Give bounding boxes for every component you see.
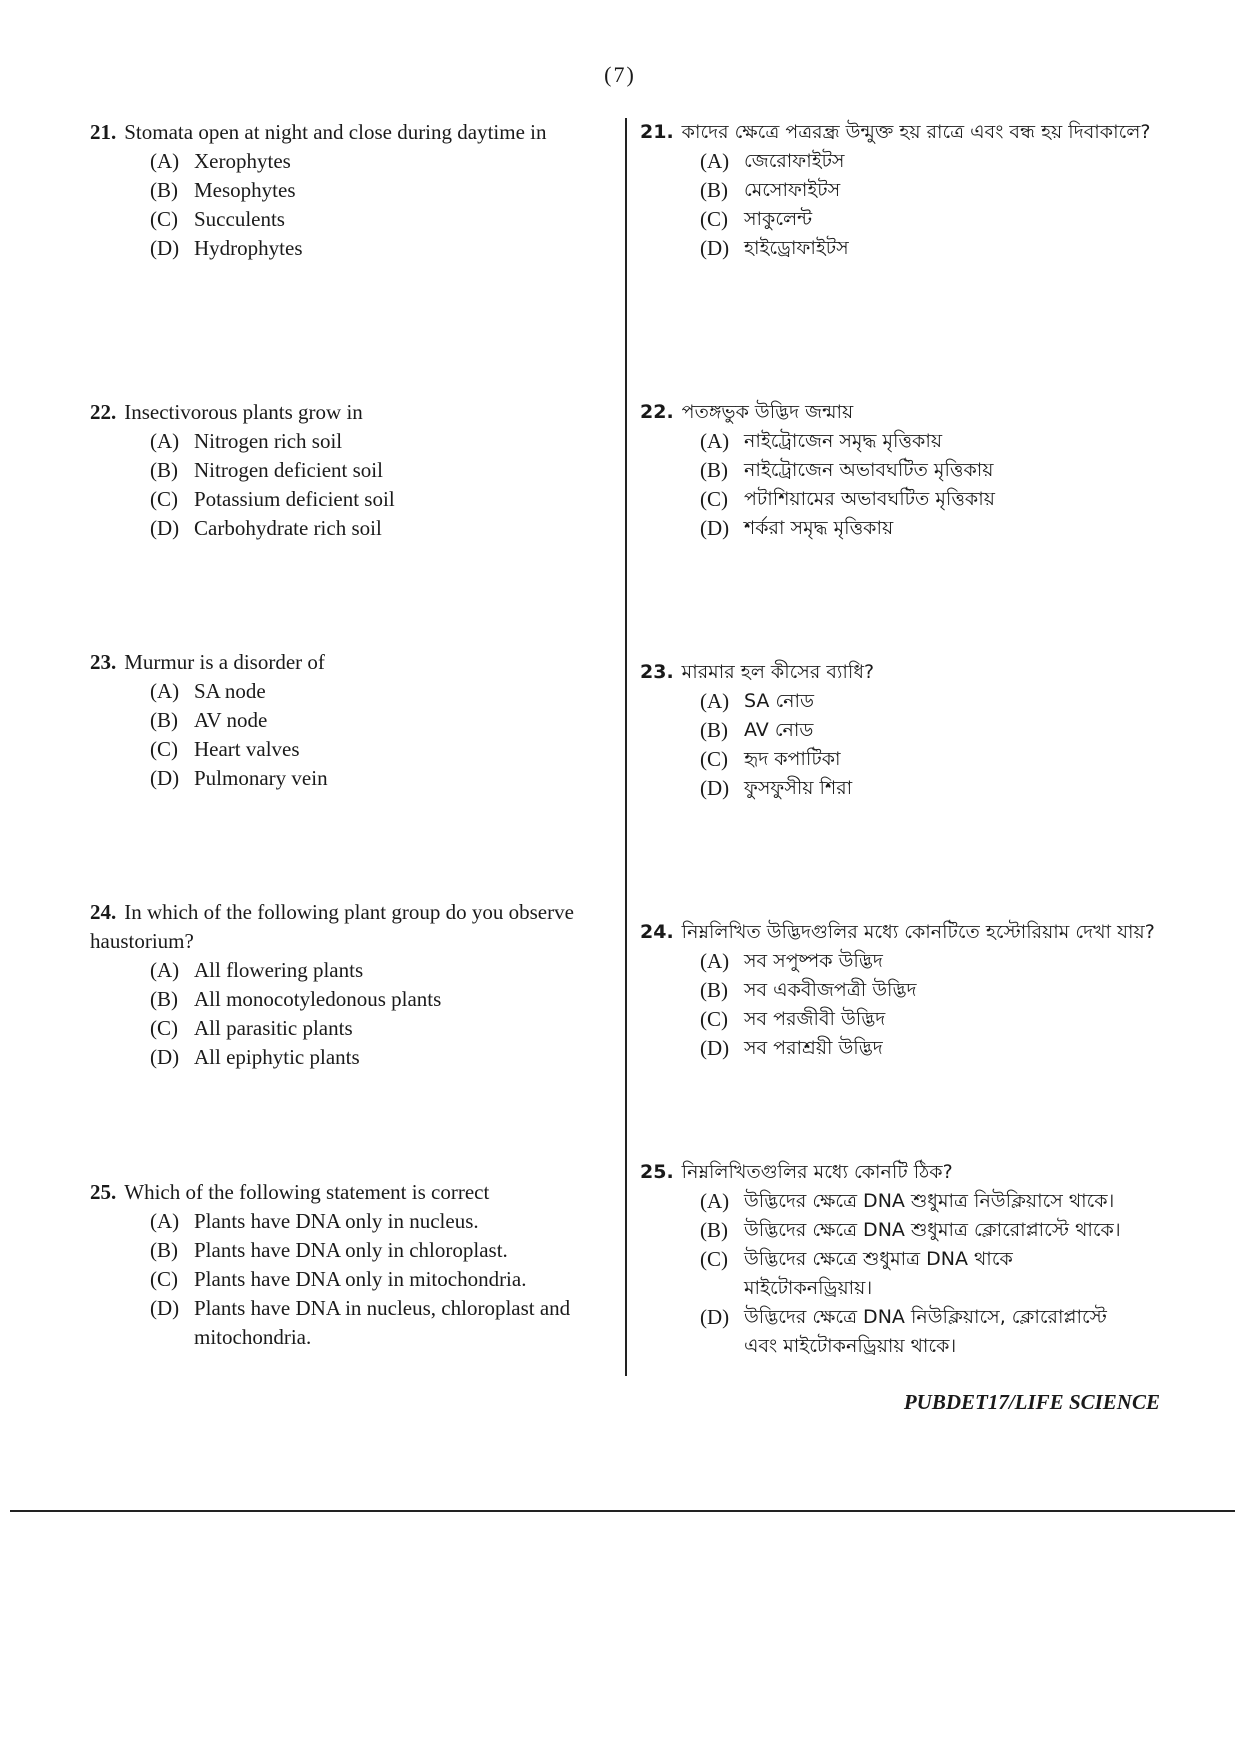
question-number: 25. xyxy=(640,1161,674,1183)
option-text: সব পরাশ্রয়ী উদ্ভিদ xyxy=(744,1037,883,1059)
option-label: (A) xyxy=(150,958,180,982)
option-label: (C) xyxy=(150,737,178,761)
question-stem xyxy=(640,658,1160,687)
question-number: 24. xyxy=(90,900,117,924)
option-text: AV node xyxy=(194,708,268,732)
question-text: Which of the following statement is correct xyxy=(124,1180,490,1204)
option-label: (C) xyxy=(150,1267,178,1291)
option-d xyxy=(150,1043,600,1072)
option-c xyxy=(700,1005,1160,1034)
option-label: (B) xyxy=(700,978,728,1002)
option-label: (B) xyxy=(700,458,728,482)
option-label: (A) xyxy=(700,689,730,713)
question-number: 23. xyxy=(640,661,674,683)
option-d xyxy=(700,234,1160,263)
question-25-en xyxy=(90,1178,600,1352)
option-text: Xerophytes xyxy=(194,149,291,173)
option-d xyxy=(700,1034,1160,1063)
option-label: (B) xyxy=(150,1238,178,1262)
question-21-en xyxy=(90,118,600,263)
option-a xyxy=(150,147,600,176)
option-label: (D) xyxy=(150,236,180,260)
option-label: (C) xyxy=(150,207,178,231)
option-text: নাইট্রোজেন অভাবঘটিত মৃত্তিকায় xyxy=(744,459,994,481)
question-text: Stomata open at night and close during daytime in xyxy=(124,120,547,144)
option-text: পটাশিয়ামের অভাবঘটিত মৃত্তিকায় xyxy=(744,488,995,510)
question-stem xyxy=(640,1158,1160,1187)
option-text: Nitrogen deficient soil xyxy=(194,458,383,482)
option-label: (A) xyxy=(150,679,180,703)
question-number: 22. xyxy=(90,400,117,424)
option-text: ফুসফুসীয় শিরা xyxy=(744,777,853,799)
bottom-rule xyxy=(10,1510,1235,1512)
option-a xyxy=(150,427,600,456)
option-text: All epiphytic plants xyxy=(194,1045,360,1069)
option-b xyxy=(700,716,1160,745)
option-a xyxy=(150,677,600,706)
option-text: জেরোফাইটস xyxy=(744,150,845,172)
option-text: হৃদ কপাটিকা xyxy=(744,748,841,770)
option-text: Mesophytes xyxy=(194,178,296,202)
option-text: Plants have DNA only in nucleus. xyxy=(194,1209,479,1233)
option-a xyxy=(700,687,1160,716)
page-number: (7) xyxy=(604,62,636,87)
question-text: নিম্নলিখিত উদ্ভিদগুলির মধ্যে কোনটিতে হস্টোরিয়াম দেখা যায়? xyxy=(681,921,1155,943)
option-text: All monocotyledonous plants xyxy=(194,987,442,1011)
option-label: (B) xyxy=(150,708,178,732)
question-number: 22. xyxy=(640,401,674,423)
option-b xyxy=(150,176,600,205)
option-label: (A) xyxy=(150,1209,180,1233)
option-c xyxy=(150,1265,600,1294)
question-21-bn xyxy=(640,118,1160,263)
option-d xyxy=(150,1294,600,1352)
option-a xyxy=(700,147,1160,176)
option-label: (C) xyxy=(700,747,728,771)
option-a xyxy=(150,956,600,985)
option-a xyxy=(700,427,1160,456)
option-text: সব একবীজপত্রী উদ্ভিদ xyxy=(744,979,917,1001)
option-b xyxy=(150,985,600,1014)
question-stem xyxy=(90,898,600,956)
option-text: AV নোড xyxy=(744,719,814,741)
option-c xyxy=(150,735,600,764)
question-25-bn xyxy=(640,1158,1160,1361)
option-text: All parasitic plants xyxy=(194,1016,353,1040)
option-label: (D) xyxy=(700,1305,730,1329)
question-text: পতঙ্গভুক উদ্ভিদ জন্মায় xyxy=(681,401,854,423)
option-c xyxy=(700,745,1160,774)
option-text: সব সপুষ্পক উদ্ভিদ xyxy=(744,950,883,972)
option-label: (D) xyxy=(700,236,730,260)
option-label: (A) xyxy=(700,949,730,973)
question-text: Insectivorous plants grow in xyxy=(124,400,363,424)
option-b xyxy=(700,976,1160,1005)
column-divider xyxy=(625,118,627,1376)
option-b xyxy=(700,456,1160,485)
question-number: 23. xyxy=(90,650,117,674)
option-b xyxy=(700,176,1160,205)
option-label: (A) xyxy=(150,429,180,453)
option-text: Potassium deficient soil xyxy=(194,487,395,511)
question-text: Murmur is a disorder of xyxy=(124,650,325,674)
option-d xyxy=(700,1303,1160,1361)
option-text: Nitrogen rich soil xyxy=(194,429,343,453)
question-text: মারমার হল কীসের ব্যাধি? xyxy=(681,661,875,683)
option-text: উদ্ভিদের ক্ষেত্রে শুধুমাত্র DNA থাকে মাইটোকনড্রিয়ায়। xyxy=(744,1248,1013,1299)
question-22-en xyxy=(90,398,600,543)
option-text: উদ্ভিদের ক্ষেত্রে DNA শুধুমাত্র ক্লোরোপ্লাস্টে থাকে। xyxy=(744,1219,1121,1241)
question-23-bn xyxy=(640,658,1160,803)
question-text: নিম্নলিখিতগুলির মধ্যে কোনটি ঠিক? xyxy=(681,1161,953,1183)
option-b xyxy=(150,706,600,735)
option-label: (C) xyxy=(700,1007,728,1031)
option-c xyxy=(150,205,600,234)
question-stem xyxy=(90,398,600,427)
option-label: (B) xyxy=(150,178,178,202)
option-text: Plants have DNA only in chloroplast. xyxy=(194,1238,508,1262)
option-label: (A) xyxy=(700,429,730,453)
option-label: (D) xyxy=(150,1296,180,1320)
option-text: Plants have DNA only in mitochondria. xyxy=(194,1267,527,1291)
option-d xyxy=(150,234,600,263)
question-stem xyxy=(640,398,1160,427)
option-label: (B) xyxy=(150,987,178,1011)
question-number: 21. xyxy=(640,121,674,143)
question-stem xyxy=(90,648,600,677)
question-24-bn xyxy=(640,918,1160,1063)
question-text: In which of the following plant group do you observe haustorium? xyxy=(90,900,574,953)
question-text: কাদের ক্ষেত্রে পত্ররন্ধ্র উন্মুক্ত হয় রাত্রে এবং বন্ধ হয় দিবাকালে? xyxy=(681,121,1151,143)
paper-code: PUBDET17/LIFE SCIENCE xyxy=(903,1390,1160,1414)
option-d xyxy=(700,514,1160,543)
option-text: Pulmonary vein xyxy=(194,766,328,790)
option-d xyxy=(700,774,1160,803)
option-label: (C) xyxy=(700,207,728,231)
question-number: 24. xyxy=(640,921,674,943)
option-text: Carbohydrate rich soil xyxy=(194,516,382,540)
option-text: নাইট্রোজেন সমৃদ্ধ মৃত্তিকায় xyxy=(744,430,943,452)
option-text: Succulents xyxy=(194,207,285,231)
option-text: Plants have DNA in nucleus, chloroplast and mitochondria. xyxy=(194,1296,571,1349)
question-22-bn xyxy=(640,398,1160,543)
option-c xyxy=(700,485,1160,514)
question-stem xyxy=(90,1178,600,1207)
option-text: উদ্ভিদের ক্ষেত্রে DNA নিউক্লিয়াসে, ক্লোরোপ্লাস্টে এবং মাইটোকনড্রিয়ায় থাকে। xyxy=(744,1306,1107,1357)
option-label: (D) xyxy=(150,516,180,540)
option-label: (B) xyxy=(700,718,728,742)
option-c xyxy=(150,485,600,514)
option-label: (C) xyxy=(700,1247,728,1271)
option-text: সব পরজীবী উদ্ভিদ xyxy=(744,1008,886,1030)
option-text: SA নোড xyxy=(744,690,814,712)
option-text: Hydrophytes xyxy=(194,236,303,260)
option-label: (C) xyxy=(700,487,728,511)
option-label: (C) xyxy=(150,1016,178,1040)
option-label: (A) xyxy=(150,149,180,173)
option-label: (B) xyxy=(700,1218,728,1242)
option-text: শর্করা সমৃদ্ধ মৃত্তিকায় xyxy=(744,517,894,539)
option-a xyxy=(700,1187,1160,1216)
option-label: (D) xyxy=(700,1036,730,1060)
option-b xyxy=(150,1236,600,1265)
option-b xyxy=(150,456,600,485)
option-text: হাইড্রোফাইটস xyxy=(744,237,849,259)
option-label: (C) xyxy=(150,487,178,511)
option-d xyxy=(150,764,600,793)
question-number: 25. xyxy=(90,1180,117,1204)
option-a xyxy=(700,947,1160,976)
option-text: SA node xyxy=(194,679,266,703)
option-d xyxy=(150,514,600,543)
option-text: মেসোফাইটস xyxy=(744,179,841,201)
option-label: (B) xyxy=(150,458,178,482)
option-text: Heart valves xyxy=(194,737,300,761)
option-label: (A) xyxy=(700,1189,730,1213)
option-c xyxy=(150,1014,600,1043)
option-label: (D) xyxy=(700,776,730,800)
question-number: 21. xyxy=(90,120,117,144)
question-stem xyxy=(640,918,1160,947)
question-24-en xyxy=(90,898,600,1072)
option-b xyxy=(700,1216,1160,1245)
option-a xyxy=(150,1207,600,1236)
option-c xyxy=(700,205,1160,234)
option-text: সাকুলেন্ট xyxy=(744,208,813,230)
option-text: All flowering plants xyxy=(194,958,364,982)
question-stem xyxy=(90,118,600,147)
option-label: (A) xyxy=(700,149,730,173)
option-text: উদ্ভিদের ক্ষেত্রে DNA শুধুমাত্র নিউক্লিয়াসে থাকে। xyxy=(744,1190,1115,1212)
question-23-en xyxy=(90,648,600,793)
question-stem xyxy=(640,118,1160,147)
option-label: (D) xyxy=(700,516,730,540)
option-c xyxy=(700,1245,1160,1303)
option-label: (B) xyxy=(700,178,728,202)
option-label: (D) xyxy=(150,766,180,790)
option-label: (D) xyxy=(150,1045,180,1069)
